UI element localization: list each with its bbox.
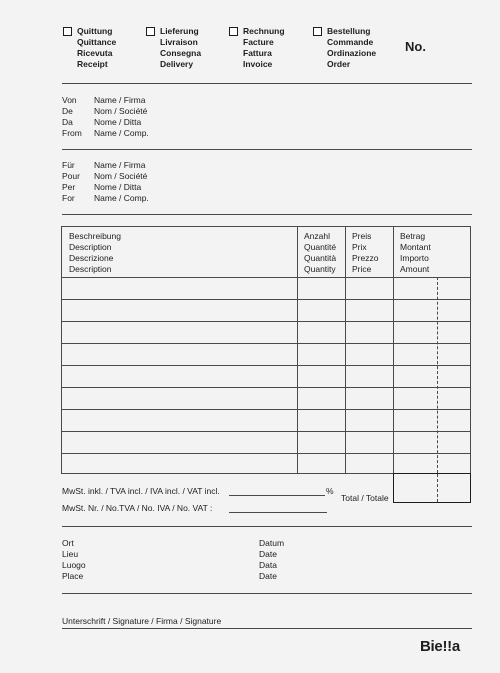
divider [62,593,472,594]
percent-sign: % [326,486,334,496]
cents-divider [437,277,438,473]
cents-divider [437,474,438,502]
option-invoice[interactable]: Rechnung Facture Fattura Invoice [243,26,285,70]
column-divider [297,227,298,473]
vat-incl-field[interactable] [229,495,325,496]
column-divider [345,227,346,473]
table-row[interactable] [62,299,470,300]
items-table [61,226,471,474]
signature-line[interactable] [62,628,472,629]
vat-number-label: MwSt. Nr. / No.TVA / No. IVA / No. VAT : [62,503,213,513]
option-receipt[interactable]: Quittung Quittance Ricevuta Receipt [77,26,116,70]
order-checkbox[interactable] [313,27,322,36]
table-row[interactable] [62,431,470,432]
table-row[interactable] [62,321,470,322]
date-block[interactable]: Datum Date Data Date [259,538,285,581]
col-amount-header: Betrag Montant Importo Amount [400,231,431,274]
to-block[interactable]: Für Name / Firma Pour Nom / Société Per Nome / Ditta For Name / Comp. [62,160,149,203]
column-divider [393,227,394,473]
signature-label: Unterschrift / Signature / Firma / Signature [62,616,222,626]
divider [62,149,472,150]
option-order[interactable]: Bestellung Commande Ordinazione Order [327,26,376,70]
number-label: No. [405,39,426,54]
from-block[interactable]: Von Name / Firma De Nom / Société Da Nome / Ditta From Name / Comp. [62,95,149,138]
brand-logo: Bie!!a [420,638,460,655]
divider [62,214,472,215]
divider [62,83,472,84]
table-row[interactable] [62,343,470,344]
delivery-checkbox[interactable] [146,27,155,36]
table-row[interactable] [62,365,470,366]
vat-incl-label: MwSt. inkl. / TVA incl. / IVA incl. / VAT incl. [62,486,220,496]
table-row[interactable] [62,453,470,454]
divider [62,526,472,527]
col-price-header: Preis Prix Prezzo Price [352,231,379,274]
table-row[interactable] [62,387,470,388]
table-row[interactable] [62,409,470,410]
place-block[interactable]: Ort Lieu Luogo Place [62,538,86,581]
total-label: Total / Totale [341,493,389,503]
col-quantity-header: Anzahl Quantité Quantità Quantity [304,231,337,274]
invoice-checkbox[interactable] [229,27,238,36]
total-field[interactable] [393,473,471,503]
col-description-header: Beschreibung Description Descrizione Description [69,231,121,274]
receipt-checkbox[interactable] [63,27,72,36]
vat-number-field[interactable] [229,512,327,513]
option-delivery[interactable]: Lieferung Livraison Consegna Delivery [160,26,201,70]
table-row[interactable] [62,277,470,278]
